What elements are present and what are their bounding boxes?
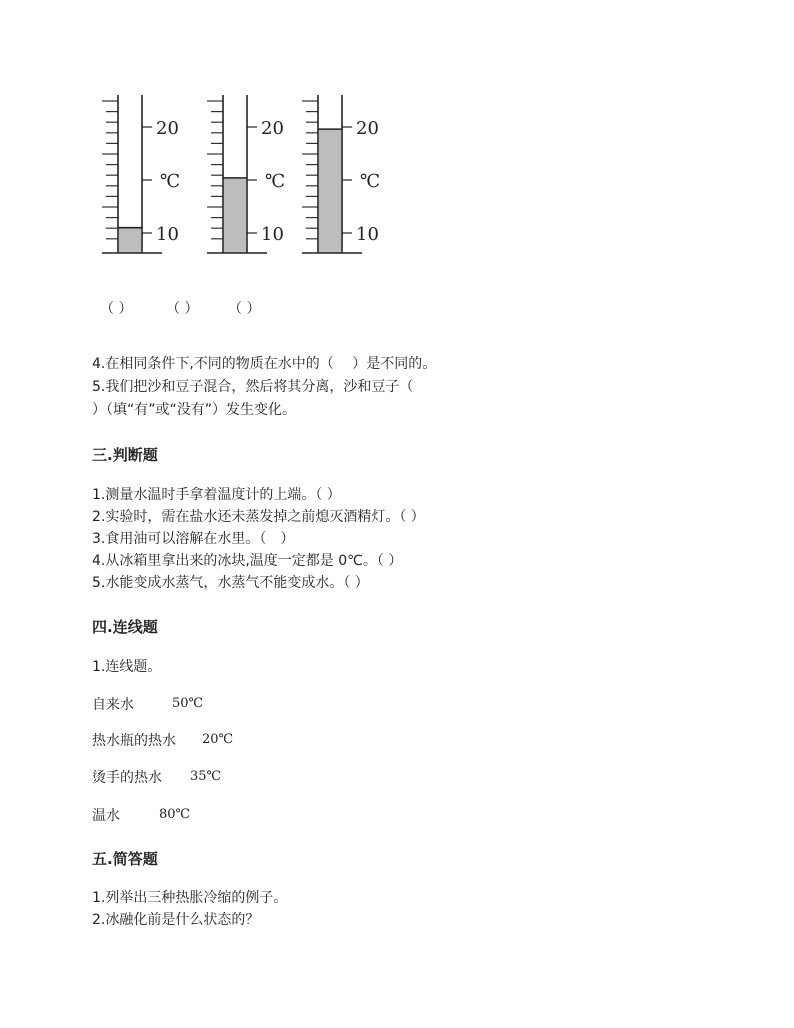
answer-blank-2[interactable]: （ ） (166, 301, 199, 317)
liquid-column (224, 178, 246, 253)
liquid-column (119, 228, 141, 253)
judgement-item-5: 5.水能变成水蒸气，水蒸气不能变成水。（ ） (92, 575, 369, 591)
matching-right[interactable]: 50℃ (172, 696, 204, 711)
unit-label: ℃ (160, 171, 181, 192)
short-answer-item-2: 2.冰融化前是什么状态的？ (92, 912, 260, 928)
matching-left[interactable]: 热水瓶的热水 (92, 733, 176, 749)
thermometer-2 (205, 95, 295, 260)
question-4: 4.在相同条件下,不同的物质在水中的（ ）是不同的。 (92, 356, 437, 372)
answer-blank-1[interactable]: （ ） (100, 301, 133, 317)
judgement-item-3: 3.食用油可以溶解在水里。（ ） (92, 531, 295, 547)
question-5-line-2: ）（填“有”或“没有”）发生变化。 (92, 402, 297, 418)
short-answer-item-1: 1.列举出三种热胀冷缩的例子。 (92, 890, 288, 906)
question-5-line-1: 5.我们把沙和豆子混合，然后将其分离，沙和豆子（ (92, 379, 414, 395)
judgement-item-2: 2.实验时，需在盐水还未蒸发掉之前熄灭酒精灯。（ ） (92, 509, 425, 525)
judgement-item-1: 1.测量水温时手拿着温度计的上端。（ ） (92, 487, 341, 503)
unit-label: ℃ (265, 171, 286, 192)
matching-right[interactable]: 20℃ (202, 732, 234, 747)
matching-row (92, 767, 392, 789)
answer-blank-3[interactable]: （ ） (228, 301, 261, 317)
matching-intro: 1.连线题。 (92, 659, 162, 675)
matching-left[interactable]: 自来水 (92, 697, 134, 713)
label-20: 20 (261, 118, 284, 139)
section-title-short-answer: 五.简答题 (92, 850, 158, 868)
label-10: 10 (356, 224, 379, 245)
matching-left[interactable]: 烫手的热水 (92, 770, 162, 786)
label-20: 20 (156, 118, 179, 139)
thermometer-3 (300, 95, 390, 260)
matching-row (92, 694, 392, 716)
matching-right[interactable]: 80℃ (159, 807, 191, 822)
section-title-judgement: 三.判断题 (92, 446, 158, 464)
section-title-matching: 四.连线题 (92, 618, 158, 636)
liquid-column (319, 129, 341, 253)
label-10: 10 (156, 224, 179, 245)
thermometer-1 (100, 95, 190, 260)
matching-left[interactable]: 温水 (92, 808, 120, 824)
matching-row (92, 805, 392, 827)
label-10: 10 (261, 224, 284, 245)
judgement-item-4: 4.从冰箱里拿出来的冰块,温度一定都是 0℃。（ ） (92, 553, 403, 569)
matching-right[interactable]: 35℃ (190, 769, 222, 784)
matching-row (92, 730, 392, 752)
unit-label: ℃ (360, 171, 381, 192)
label-20: 20 (356, 118, 379, 139)
